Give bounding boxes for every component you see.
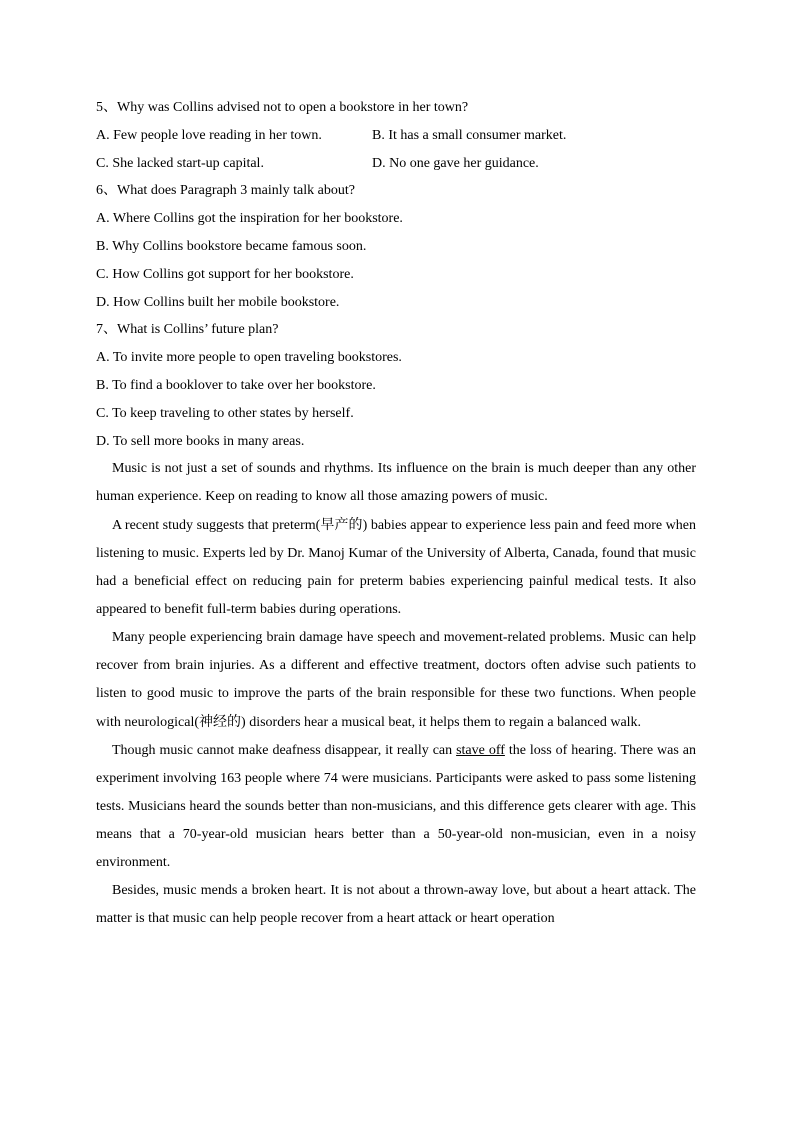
passage-paragraph-2: [96, 511, 696, 624]
passage-paragraph-2-gloss: 早产的: [320, 517, 363, 534]
question-5-option-a: A. Few people love reading in her town.: [96, 127, 322, 143]
question-7-stem: 7、What is Collins’ future plan?: [96, 322, 279, 338]
passage-paragraph-5: Besides, music mends a broken heart. It is not about a thrown-away love, but about a heart attack. The matter is that music can help people recover from a heart attack or heart operation: [96, 883, 696, 927]
question-7-option-c: C. To keep traveling to other states by herself.: [96, 405, 354, 421]
passage-paragraph-4-text-b: the loss of hearing. There was an experiment involving 163 people where 74 were musicians. Participants were asked to pass some listening tests. Musicians heard the sounds better than non-musicians, and this difference gets clearer with age. This means that a 70-year-old musician hears better than a 50-year-old non-musician, even in a noisy environment.: [96, 743, 696, 871]
question-7-option-a: A. To invite more people to open traveling bookstores.: [96, 350, 402, 366]
document-page: [96, 94, 696, 933]
question-6-stem: 6、What does Paragraph 3 mainly talk about?: [96, 183, 355, 199]
question-5-options-row-2: [96, 150, 696, 178]
passage-paragraph-3: [96, 624, 696, 737]
question-6-option-a: A. Where Collins got the inspiration for her bookstore.: [96, 211, 403, 227]
passage-paragraph-2-text-a: A recent study suggests that preterm(: [112, 518, 321, 534]
question-7-option-d: D. To sell more books in many areas.: [96, 433, 305, 449]
question-5-options-row-1: [96, 122, 696, 150]
passage-paragraph-4-text-a: Though music cannot make deafness disappear, it really can: [112, 743, 457, 759]
question-6-option-d: D. How Collins built her mobile bookstore.: [96, 294, 340, 310]
passage-paragraph-3-gloss: 神经的: [199, 714, 242, 731]
question-5-stem: 5、Why was Collins advised not to open a bookstore in her town?: [96, 100, 469, 115]
question-5-option-d: D. No one gave her guidance.: [372, 155, 539, 171]
question-6-option-b: B. Why Collins bookstore became famous soon.: [96, 238, 367, 254]
passage-paragraph-3-text-b: ) disorders hear a musical beat, it helps them to regain a balanced walk.: [241, 715, 642, 731]
question-5-option-c: C. She lacked start-up capital.: [96, 155, 264, 171]
passage-paragraph-4: [96, 737, 696, 877]
passage-paragraph-3-text-a: Many people experiencing brain damage have speech and movement-related problems. Music can help recover from brain injuries. As a different and effective treatment, doctors often advise such patients to listen to good music to improve the parts of the brain responsible for these two functions. When people with neurological(: [96, 630, 696, 731]
passage-underlined-phrase: stave off: [456, 743, 505, 759]
passage-paragraph-2-text-b: ) babies appear to experience less pain and feed more when listening to music. Experts led by Dr. Manoj Kumar of the University of Alberta, Canada, found that music had a beneficial effect on reducing pain for preterm babies experiencing painful medical tests. It also appeared to benefit full-term babies during operations.: [96, 518, 696, 618]
question-6-option-c: C. How Collins got support for her bookstore.: [96, 266, 354, 282]
passage-paragraph-1: Music is not just a set of sounds and rhythms. Its influence on the brain is much deeper than any other human experience. Keep on reading to know all those amazing powers of music.: [96, 461, 696, 505]
question-5-option-b: B. It has a small consumer market.: [372, 127, 567, 143]
question-7-option-b: B. To find a booklover to take over her bookstore.: [96, 377, 376, 393]
